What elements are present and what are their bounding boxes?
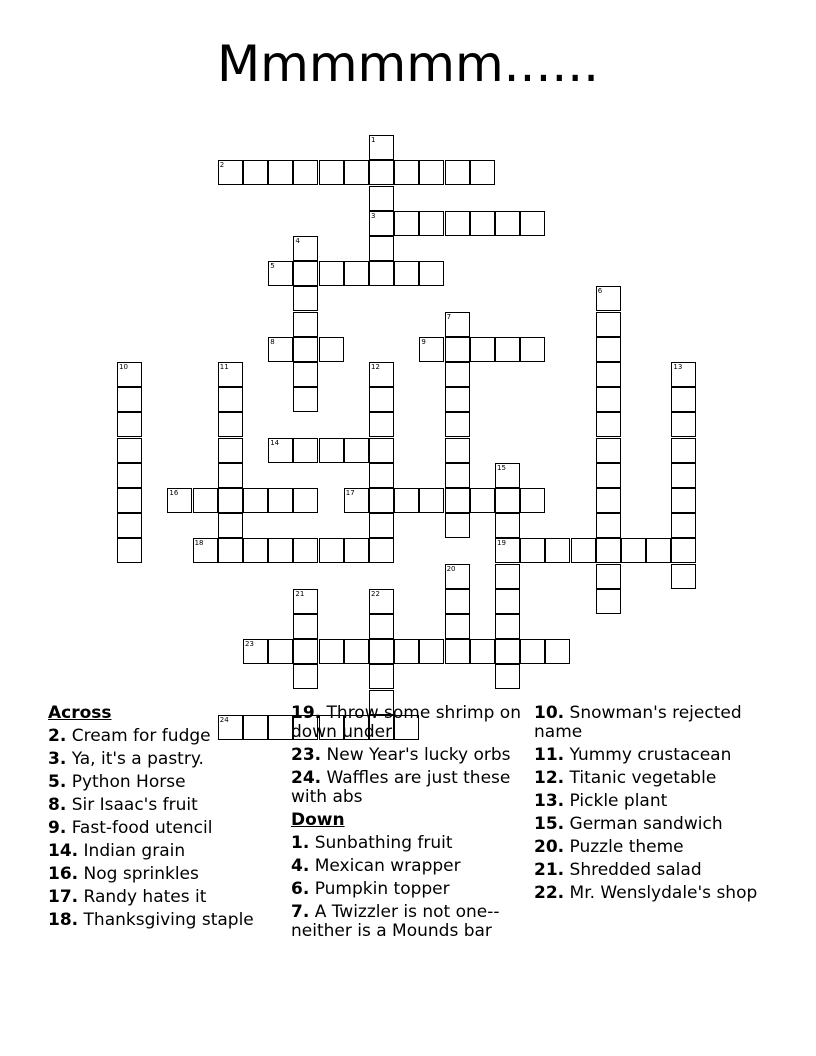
grid-cell[interactable] (495, 488, 520, 513)
grid-cell[interactable] (470, 337, 495, 362)
grid-cell[interactable] (394, 261, 419, 286)
grid-cell[interactable] (596, 362, 621, 387)
grid-cell[interactable] (470, 639, 495, 664)
grid-cell[interactable] (445, 614, 470, 639)
clue-number: 19 (497, 539, 506, 548)
clue-number: 18 (194, 539, 204, 548)
grid-cell[interactable] (596, 438, 621, 463)
grid-cell[interactable] (671, 412, 696, 437)
clue-down-15: 15. German sandwich (534, 814, 723, 834)
clue-down-11: 11. Yummy crustacean (534, 745, 732, 765)
grid-cell[interactable] (571, 538, 596, 563)
grid-cell[interactable] (419, 488, 444, 513)
clue-number: 23 (245, 640, 254, 649)
grid-cell[interactable] (671, 538, 696, 563)
grid-cell[interactable] (117, 488, 142, 513)
grid-cell[interactable] (671, 564, 696, 589)
clue-down-20: 20. Puzzle theme (534, 837, 684, 857)
grid-cell[interactable] (369, 538, 394, 563)
grid-cell[interactable] (218, 438, 243, 463)
clue-down-6: 6. Pumpkin topper (291, 879, 450, 899)
grid-cell[interactable] (495, 664, 520, 689)
grid-cell[interactable] (117, 412, 142, 437)
grid-cell[interactable] (596, 564, 621, 589)
grid-cell[interactable] (470, 488, 495, 513)
grid-cell[interactable] (596, 387, 621, 412)
grid-cell[interactable] (596, 312, 621, 337)
grid-cell[interactable] (394, 211, 419, 236)
grid-cell[interactable] (671, 438, 696, 463)
grid-cell[interactable] (218, 488, 243, 513)
grid-cell[interactable] (495, 463, 520, 488)
grid-cell[interactable] (193, 488, 218, 513)
grid-cell[interactable] (117, 538, 142, 563)
clue-number: 5 (270, 262, 275, 271)
grid-cell[interactable] (218, 513, 243, 538)
grid-cell[interactable] (445, 387, 470, 412)
grid-cell[interactable] (369, 211, 394, 236)
clue-number: 10 (119, 363, 128, 371)
clue-across-8: 8. Sir Isaac's fruit (48, 795, 198, 815)
clue-across-9: 9. Fast-food utencil (48, 818, 213, 838)
puzzle-title: Mmmmmm...... (216, 35, 600, 93)
grid-cell[interactable] (445, 513, 470, 538)
clue-across-2: 2. Cream for fudge (48, 726, 211, 746)
grid-cell[interactable] (419, 639, 444, 664)
grid-cell[interactable] (344, 538, 369, 563)
grid-cell[interactable] (495, 538, 520, 563)
clues-column-1 (48, 702, 278, 932)
clue-down-10: 10. Snowman's rejected name (534, 703, 742, 742)
grid-cell[interactable] (117, 513, 142, 538)
grid-cell[interactable] (243, 488, 268, 513)
grid-cell[interactable] (445, 438, 470, 463)
grid-cell[interactable] (671, 463, 696, 488)
clue-number: 11 (219, 363, 229, 371)
grid-cell[interactable] (495, 589, 520, 614)
grid-cell[interactable] (293, 664, 318, 689)
down-heading: Down (291, 810, 345, 830)
clue-number: 9 (421, 337, 426, 346)
clue-number: 22 (371, 589, 380, 598)
grid-cell[interactable] (545, 639, 570, 664)
clue-number: 12 (371, 363, 380, 371)
grid-cell[interactable] (520, 211, 545, 236)
clue-number: 1 (371, 136, 376, 145)
grid-cell[interactable] (495, 564, 520, 589)
grid-cell[interactable] (344, 488, 369, 513)
clues-column-2 (291, 702, 523, 943)
clue-number: 2 (219, 161, 225, 170)
clues-column-3 (534, 702, 774, 905)
grid-cell[interactable] (369, 513, 394, 538)
grid-cell[interactable] (218, 463, 243, 488)
grid-cell[interactable] (520, 538, 545, 563)
grid-cell[interactable] (268, 538, 293, 563)
grid-cell[interactable] (394, 488, 419, 513)
grid-cell[interactable] (293, 438, 318, 463)
clue-across-3: 3. Ya, it's a pastry. (48, 749, 204, 769)
clue-down-1: 1. Sunbathing fruit (291, 833, 453, 853)
clue-across-23: 23. New Year's lucky orbs (291, 745, 511, 765)
grid-cell[interactable] (243, 160, 268, 185)
grid-cell[interactable] (445, 362, 470, 387)
grid-cell[interactable] (243, 538, 268, 563)
grid-cell[interactable] (268, 261, 293, 286)
grid-cell[interactable] (369, 664, 394, 689)
grid-cell[interactable] (218, 412, 243, 437)
grid-cell[interactable] (621, 538, 646, 563)
clue-across-5: 5. Python Horse (48, 772, 186, 792)
grid-cell[interactable] (117, 463, 142, 488)
clue-number: 4 (295, 237, 300, 245)
clue-across-19: 19. Throw some shrimp on down under (291, 703, 521, 742)
grid-cell[interactable] (596, 488, 621, 513)
grid-cell[interactable] (369, 236, 394, 261)
grid-cell[interactable] (596, 463, 621, 488)
grid-cell[interactable] (596, 412, 621, 437)
grid-cell[interactable] (445, 589, 470, 614)
grid-cell[interactable] (344, 639, 369, 664)
grid-cell[interactable] (293, 538, 318, 563)
grid-cell[interactable] (268, 160, 293, 185)
grid-cell[interactable] (193, 538, 218, 563)
grid-cell[interactable] (394, 639, 419, 664)
grid-cell[interactable] (344, 160, 369, 185)
grid-cell[interactable] (293, 639, 318, 664)
grid-cell[interactable] (369, 488, 394, 513)
grid-cell[interactable] (293, 589, 318, 614)
grid-cell[interactable] (495, 211, 520, 236)
grid-cell[interactable] (495, 614, 520, 639)
grid-cell[interactable] (218, 387, 243, 412)
grid-cell[interactable] (470, 211, 495, 236)
clue-across-17: 17. Randy hates it (48, 887, 207, 907)
grid-cell[interactable] (445, 564, 470, 589)
grid-cell[interactable] (243, 639, 268, 664)
grid-cell[interactable] (445, 337, 470, 362)
grid-cell[interactable] (293, 160, 318, 185)
clue-number: 17 (345, 489, 355, 497)
grid-cell[interactable] (293, 286, 318, 311)
grid-cell[interactable] (319, 438, 344, 463)
grid-cell[interactable] (293, 387, 318, 412)
clue-number: 14 (270, 438, 280, 447)
grid-cell[interactable] (268, 337, 293, 362)
grid-cell[interactable] (445, 312, 470, 337)
grid-cell[interactable] (369, 135, 394, 160)
clue-number: 6 (597, 287, 603, 296)
grid-cell[interactable] (319, 160, 344, 185)
clue-down-21: 21. Shredded salad (534, 860, 702, 880)
grid-cell[interactable] (293, 337, 318, 362)
clue-number: 20 (446, 564, 456, 573)
grid-cell[interactable] (369, 387, 394, 412)
grid-cell[interactable] (596, 337, 621, 362)
grid-cell[interactable] (495, 337, 520, 362)
across-heading: Across (48, 703, 112, 723)
grid-cell[interactable] (596, 538, 621, 563)
grid-cell[interactable] (419, 160, 444, 185)
clue-down-13: 13. Pickle plant (534, 791, 668, 811)
grid-cell[interactable] (520, 639, 545, 664)
grid-cell[interactable] (520, 337, 545, 362)
grid-cell[interactable] (293, 261, 318, 286)
grid-cell[interactable] (445, 488, 470, 513)
grid-cell[interactable] (394, 160, 419, 185)
grid-cell[interactable] (369, 160, 394, 185)
clue-across-16: 16. Nog sprinkles (48, 864, 199, 884)
grid-cell[interactable] (671, 488, 696, 513)
grid-cell[interactable] (596, 589, 621, 614)
grid-cell[interactable] (445, 639, 470, 664)
grid-cell[interactable] (369, 438, 394, 463)
grid-cell[interactable] (671, 513, 696, 538)
grid-cell[interactable] (293, 362, 318, 387)
grid-cell[interactable] (445, 412, 470, 437)
grid-cell[interactable] (520, 488, 545, 513)
grid-cell[interactable] (218, 362, 243, 387)
grid-cell[interactable] (596, 286, 621, 311)
grid-cell[interactable] (495, 513, 520, 538)
clue-down-4: 4. Mexican wrapper (291, 856, 461, 876)
grid-cell[interactable] (344, 261, 369, 286)
grid-cell[interactable] (218, 538, 243, 563)
grid-cell[interactable] (319, 261, 344, 286)
grid-cell[interactable] (268, 488, 293, 513)
clue-across-14: 14. Indian grain (48, 841, 186, 861)
clue-number: 21 (295, 589, 305, 598)
clue-across-24: 24. Waffles are just these with abs (291, 768, 511, 807)
grid-cell[interactable] (369, 589, 394, 614)
grid-cell[interactable] (293, 312, 318, 337)
grid-cell[interactable] (596, 513, 621, 538)
clue-number: 16 (169, 489, 179, 497)
grid-cell[interactable] (293, 614, 318, 639)
grid-cell[interactable] (671, 362, 696, 387)
clue-number: 3 (371, 211, 376, 220)
grid-cell[interactable] (319, 337, 344, 362)
grid-cell[interactable] (117, 362, 142, 387)
grid-cell[interactable] (369, 463, 394, 488)
clue-number: 13 (673, 363, 683, 371)
grid-cell[interactable] (268, 639, 293, 664)
grid-cell[interactable] (419, 337, 444, 362)
grid-cell[interactable] (369, 639, 394, 664)
clue-number: 7 (446, 312, 452, 321)
grid-cell[interactable] (419, 211, 444, 236)
clue-number: 15 (497, 463, 506, 472)
clue-across-18: 18. Thanksgiving staple (48, 910, 254, 930)
grid-cell[interactable] (369, 261, 394, 286)
clue-number: 8 (270, 337, 275, 346)
clue-down-12: 12. Titanic vegetable (534, 768, 717, 788)
grid-cell[interactable] (495, 639, 520, 664)
grid-cell[interactable] (445, 160, 470, 185)
grid-cell[interactable] (646, 538, 671, 563)
grid-cell[interactable] (369, 362, 394, 387)
grid-cell[interactable] (319, 538, 344, 563)
grid-cell[interactable] (470, 160, 495, 185)
grid-cell[interactable] (293, 488, 318, 513)
grid-cell[interactable] (369, 412, 394, 437)
grid-cell[interactable] (369, 614, 394, 639)
grid-cell[interactable] (117, 438, 142, 463)
grid-cell[interactable] (445, 211, 470, 236)
grid-cell[interactable] (545, 538, 570, 563)
grid-cell[interactable] (319, 639, 344, 664)
grid-cell[interactable] (419, 261, 444, 286)
grid-cell[interactable] (445, 463, 470, 488)
grid-cell[interactable] (369, 186, 394, 211)
clue-number: 24 (219, 715, 229, 724)
grid-cell[interactable] (293, 236, 318, 261)
grid-cell[interactable] (218, 160, 243, 185)
clue-down-7: 7. A Twizzler is not one--neither is a Mounds bar (291, 902, 500, 941)
grid-cell[interactable] (344, 438, 369, 463)
grid-cell[interactable] (268, 438, 293, 463)
grid-cell[interactable] (671, 387, 696, 412)
grid-cell[interactable] (117, 387, 142, 412)
clue-down-22: 22. Mr. Wenslydale's shop (534, 883, 758, 903)
grid-cell[interactable] (167, 488, 192, 513)
